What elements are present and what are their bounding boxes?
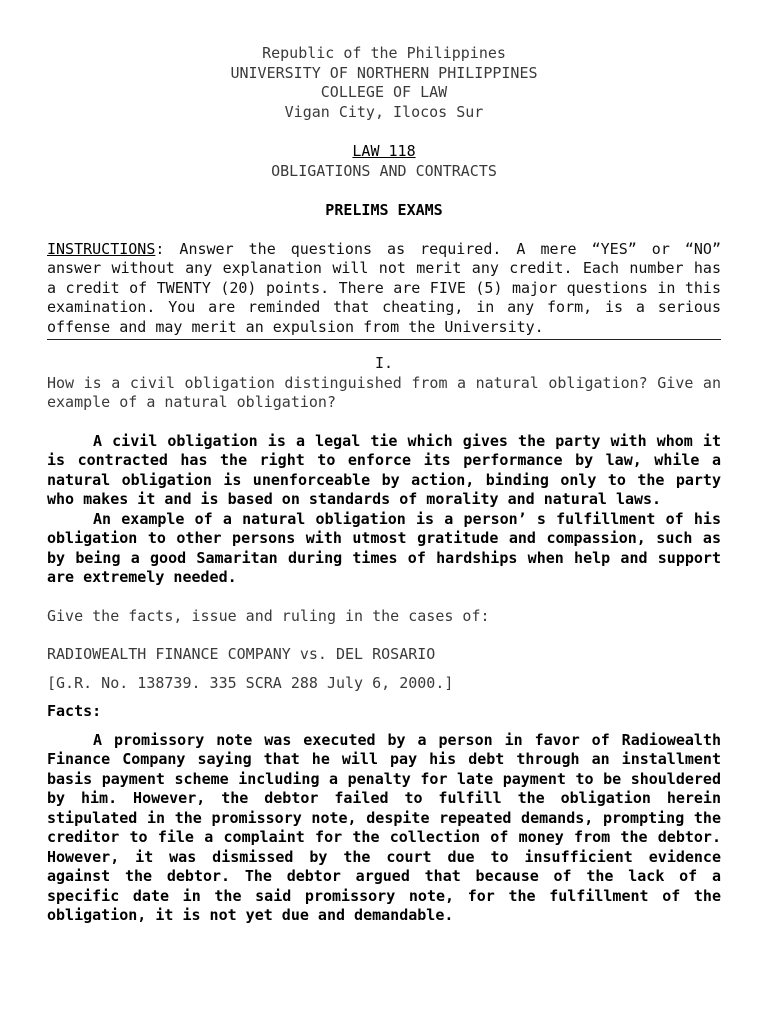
facts-label: Facts: [47,702,102,720]
course-block [47,142,721,181]
document-header [47,44,721,122]
answer-paragraph-1: A civil obligation is a legal tie which gives the party with whom it is contracted has the right to enforce its performance by law, while a natural obligation is unenforceable by action, binding only to the party who makes it and is based on standards of morality and natural laws. [47,431,721,508]
case-citation: [G.R. No. 138739. 335 SCRA 288 July 6, 2000.] [47,673,454,692]
header-republic: Republic of the Philippines [262,44,506,62]
instructions-label: INSTRUCTIONS [47,239,156,258]
header-university: UNIVERSITY OF NORTHERN PHILIPPINES [230,63,538,82]
case-prompt: Give the facts, issue and ruling in the cases of: [47,606,490,625]
section-numeral: I. [374,354,394,372]
exam-title: PRELIMS EXAMS [325,201,443,219]
course-code: LAW 118 [352,142,416,160]
header-location: Vigan City, Ilocos Sur [284,102,484,121]
facts-paragraph: A promissory note was executed by a person in favor of Radiowealth Finance Company saying that he will pay his debt through an installment basis payment scheme including a penalty for late payment to be shouldered by him. However, the debtor failed to fulfill the obligation herein stipulated in the promissory note, despite repeated demands, prompting the creditor to file a complaint for the collection of money from the debtor. However, it was dismissed by the court due to insufficient evidence against the debtor. The debtor argued that because of the lack of a specific date in the said promissory note, for the fulfillment of the obligation, it is not yet due and demandable. [47,730,721,924]
course-title: OBLIGATIONS AND CONTRACTS [271,161,497,180]
instructions-text: : Answer the questions as required. A mere “YES” or “NO” answer without any explanation will not merit any credit. Each number has a credit of TWENTY (20) points. There are FIVE (5) major questions in this examination. You are reminded that cheating, in any form, is a serious offense and may merit an expulsion from the University. [47,239,721,336]
answer-paragraph-2: An example of a natural obligation is a person’ s fulfillment of his obligation to other persons with utmost gratitude and compassion, such as by being a good Samaritan during times of hardships when help and support are extremely needed. [47,509,721,586]
question-text: How is a civil obligation distinguished from a natural obligation? Give an example of a natural obligation? [47,373,721,411]
case-name: RADIOWEALTH FINANCE COMPANY vs. DEL ROSARIO [47,645,436,663]
header-college: COLLEGE OF LAW [320,83,448,101]
instructions-paragraph [47,240,721,338]
